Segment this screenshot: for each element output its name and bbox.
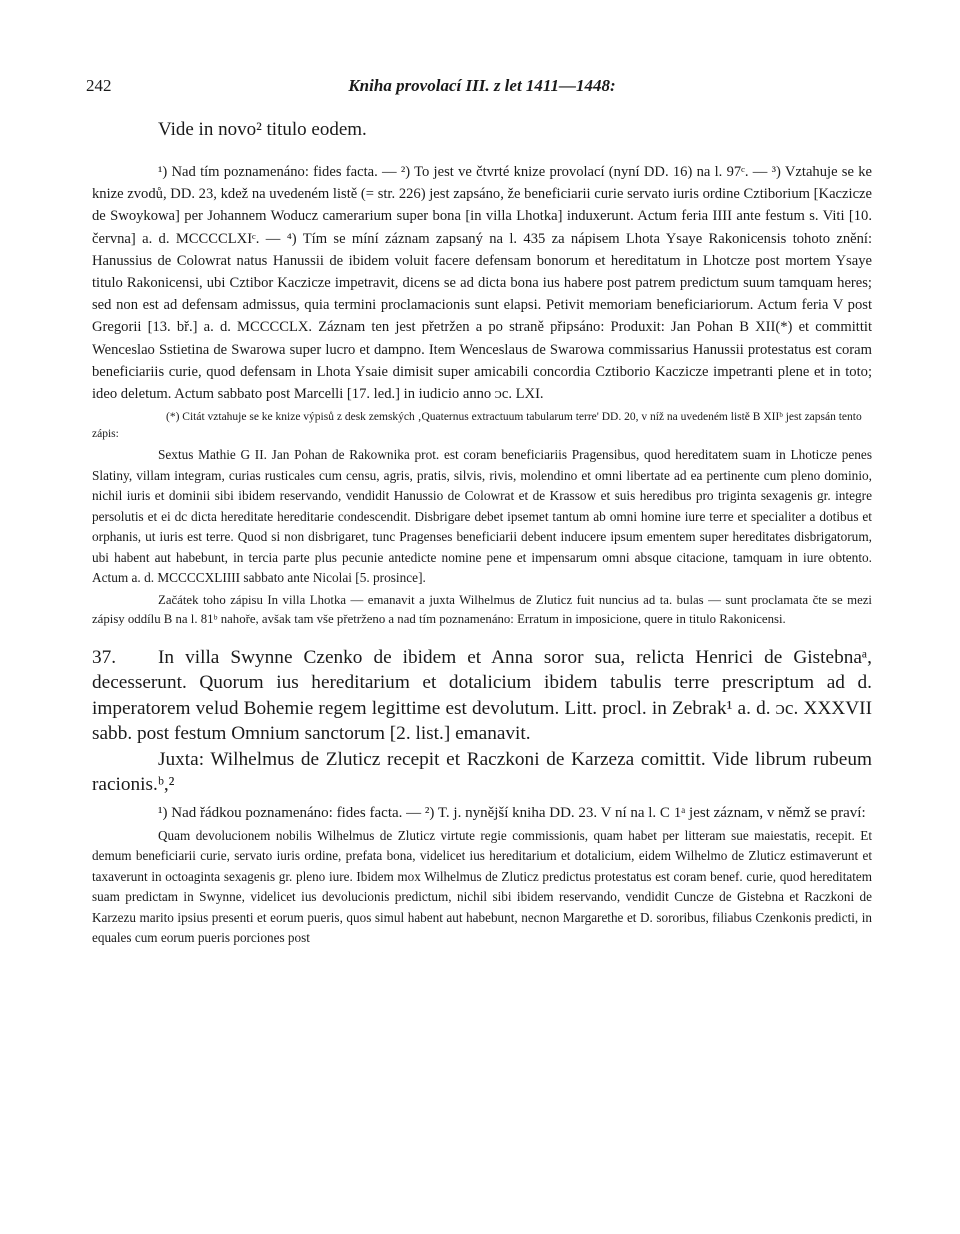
page-number: 242 [86, 76, 112, 95]
footnotes-block-1: ¹) Nad tím poznamenáno: fides facta. — ²) To jest ve čtvrté knize provolací (nyní DD. 16) na l. 97ᶜ. — ³) Vztahuje se ke knize zvodů, DD. 23, kdež na uvedeném listě (= str. 226) jest zapsáno, že beneficiarii curie servato iuris ordine Cztiborium [Kaczicze de Swoykowa] per Johannem Woducz camerarium super bona [in villa Lhotka] induxerunt. Actum feria IIII ante festum s. Viti [10. června] a. d. MCCCCLXIᶜ. — ⁴) Tím se míní záznam zapsaný na l. 435 za nápisem Lhota Ysaye Rakonicensis tohoto znění: Hanussius de Colowrat natus Hanussii de ibidem voluit facere defensam bonorum et hereditatum in Lhotcze post mortem Ysaye titulo Rakonicensi, ubi Cztibor Kaczicze impetravit, dicens se ad dicta bona ius habere post patrem predictum suum tamquam heres; sed non est ad defensam admissus, quia termini proclamacionis sunt elapsi. Petivit memoriam beneficiariorum. Actum feria V post Gregorii [13. bř.] a. d. MCCCCLX. Záznam ten jest přetržen a po straně připsáno: Produxit: Jan Pohan B XII(*) et committit Wenceslao Sstietina de Swarowa super lucro et dampno. Item Wenceslaus de Swarowa commissarius Hanussii protestatus est coram beneficiariis curie, quod defensam in Lhota Ysaie dimisit super amicabili concordia Cztiborio Kaczicze impetranti plene et in toto; ideo deletum. Actum sabbato post Marcelli [17. led.] in iudicio anno ᴐc. LXI. [92, 164, 872, 403]
running-header [86, 70, 872, 104]
entry-text: In villa Swynne Czenko de ibidem et Anna soror sua, relicta Henrici de Gistebnaᵃ, decesserunt. Quorum ius hereditarium et dotalicium ibidem tabulis terre prescriptum ad d. imperatorem velud Bohemie regem legittime est devolutum. Litt. procl. in Zebrak¹ a. d. ᴐc. XXXVII sabb. post festum Omnium sanctorum [2. list.] emanavit. [92, 646, 872, 745]
page [86, 70, 872, 949]
entry-juxta: Juxta: Wilhelmus de Zluticz recepit et Raczkoni de Karzeza comittit. Vide librum rubeum racionis.ᵇ,² [92, 748, 872, 796]
opening-line: Vide in novo² titulo eodem. [158, 119, 367, 140]
footnotes-block-2: ¹) Nad řádkou poznamenáno: fides facta. — ²) T. j. nynější kniha DD. 23. V ní na l. C 1ᵃ jest záznam, v němž se praví: [158, 804, 866, 821]
citation-subnote: (*) Citát vztahuje se ke knize výpisů z desk zemských ‚Quaternus extractuum tabularum terre' DD. 20, v níž na uvedeném listě B XIIᵇ jest zapsán tento zápis: [92, 411, 862, 441]
running-title: Kniha provolací III. z let 1411—1448: [348, 76, 616, 95]
entry-37 [92, 645, 872, 747]
entry-number: 37. [92, 646, 117, 668]
final-quote: Quam devolucionem nobilis Wilhelmus de Zluticz virtute regie commissionis, quam habet per litteram sue maiestatis, recepit. Et demum beneficiarii curie, servato iuris ordine, prefata bona, videlicet ius hereditarium et dotalicium, eidem Wilhelmo de Zluticz estimaverunt et taxaverunt in octoaginta sexagenis gr. pleno iure. Ibidem mox Wilhelmus de Zluticz predictus protestatus est coram benef. curie, quod hereditatem suam predictam in Swynne, videlicet ius devolucionis predictum, nichil sibi ibidem reservando, vendidit Cuncze de Gistebna et Raczkoni de Karzezu marito ipsius presenti et eorum pueris, quos simul habent aut habebunt, necnon Margarethe et D. sororibus, filiabus Czenkonis predicti, in equales cum eorum pueris porciones post [92, 827, 872, 946]
quoted-record: Sextus Mathie G II. Jan Pohan de Rakownika prot. est coram beneficiariis Pragensibus, quod hereditatem suam in Lhoticze penes Slatiny, villam integram, curias rusticales cum censu, agris, pratis, silvis, rivis, molendino et omni libertate ad ea pertinente cum pleno dominio, nichil iuris et dominii sibi ibidem reservando, vendidit Hanussio de Colowrat et de Krassow et suis heredibus pro triginta sexagenis gr. integre persolutis et ei dc dicta hereditate hereditarie condescendit. Disbrigare debet ipsemet tantum ab omni homine iure terre et specialiter a dotibus et orphanis, ut iuris est terre. Quod si non disbrigaret, tunc Pragenses beneficiarii debent inducere ipsum ementem super hereditates disbrigatorum, ubi habent aut habebunt, in tercia parte plus pecunie antedicte nomine pene et impensarum omni absque citacione, tamquam in iure obtento. Actum a. d. MCCCCXLIIII sabbato ante Nicolai [5. prosince]. [92, 447, 872, 586]
quoted-note: Začátek toho zápisu In villa Lhotka — emanavit a juxta Wilhelmus de Zluticz fuit nuncius ad ta. bulas — sunt proclamata čte se mezi zápisy oddílu B na l. 81ᵇ nahoře, avšak tam vše přetrženo a nad tím poznamenáno: Erratum in imposicione, quere in titulo Rakonicensi. [92, 592, 872, 626]
